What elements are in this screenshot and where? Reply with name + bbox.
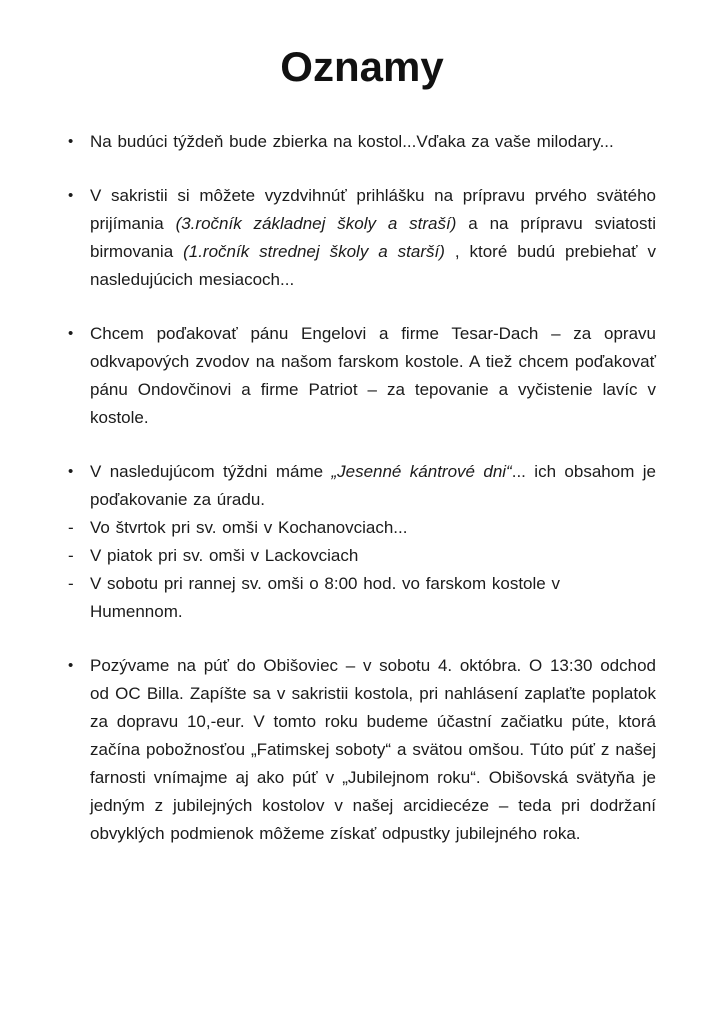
paragraph-text — [90, 652, 656, 848]
bullet-marker: • — [68, 657, 74, 674]
paragraph-text — [90, 182, 656, 294]
text-run: V nasledujúcom týždni máme — [90, 462, 332, 481]
text-run: ... ich obsahom je poďakovanie za úradu. — [90, 462, 656, 509]
paragraph-text — [90, 514, 656, 542]
bullet-item — [68, 182, 656, 294]
bullet-item — [68, 320, 656, 432]
announcements-list — [68, 128, 656, 848]
bullet-marker: • — [68, 325, 74, 342]
text-run: Chcem poďakovať pánu Engelovi a firme Tesar-Dach – za opravu odkvapových zvodov na našom farskom kostole. A tiež chcem poďakovať pánu Ondovčinovi a firme Patriot – za tepovanie a vyčistenie lavíc v kostole. — [90, 324, 656, 427]
paragraph-text — [90, 542, 656, 570]
italic-run: (1.ročník strednej školy a starší) — [183, 242, 445, 261]
paragraph-text — [90, 320, 656, 432]
text-run: V sakristii si môžete vyzdvihnúť prihlášku na prípravu prvého svätého prijímania — [90, 186, 656, 233]
text-run: V piatok pri sv. omši v Lackovciach — [90, 546, 359, 565]
dash-item — [68, 514, 656, 542]
italic-run: „Jesenné kántrové dni“ — [331, 462, 512, 481]
text-run: Na budúci týždeň bude zbierka na kostol...Vďaka za vaše milodary... — [90, 132, 614, 151]
bullet-item — [68, 458, 656, 514]
page-title: Oznamy — [280, 43, 444, 90]
text-run: Pozývame na púť do Obišoviec – v sobotu 4. októbra. O 13:30 odchod od OC Billa. Zapíšte sa v sakristii kostola, pri nahlásení zaplaťte poplatok za dopravu 10,-eur. V tomto roku budeme účastní začiatku púte, ktorá začína pobožnosťou „Fatimskej soboty“ a svätou omšou. Túto púť z našej farnosti vnímajme aj ako púť v „Jubilejnom roku“. Obišovská svätyňa je jedným z jubilejných kostolov v našej arcidiecéze – teda pri dodržaní obvyklých podmienok môžeme získať odpustky jubilejného roka. — [90, 656, 656, 843]
bullet-marker: • — [68, 187, 74, 204]
text-run: a na prípravu sviatosti birmovania — [90, 214, 657, 261]
text-run: V sobotu pri rannej sv. omši o 8:00 hod. vo farskom kostole v Humennom. — [90, 574, 560, 621]
bullet-item — [68, 128, 656, 156]
italic-run: (3.ročník základnej školy a straší) — [175, 214, 457, 233]
text-run: , ktoré budú prebiehať v nasledujúcich mesiacoch... — [90, 242, 656, 289]
bullet-marker: • — [68, 463, 74, 480]
paragraph-text — [90, 128, 656, 156]
dash-item — [68, 570, 656, 626]
text-run: Vo štvrtok pri sv. omši v Kochanovciach... — [90, 518, 408, 537]
dash-item — [68, 542, 656, 570]
paragraph-text — [90, 458, 656, 514]
dash-marker: - — [68, 518, 74, 537]
dash-marker: - — [68, 546, 74, 565]
dash-marker: - — [68, 574, 74, 593]
bullet-item — [68, 652, 656, 848]
bullet-marker: • — [68, 133, 74, 150]
paragraph-text — [90, 570, 656, 626]
